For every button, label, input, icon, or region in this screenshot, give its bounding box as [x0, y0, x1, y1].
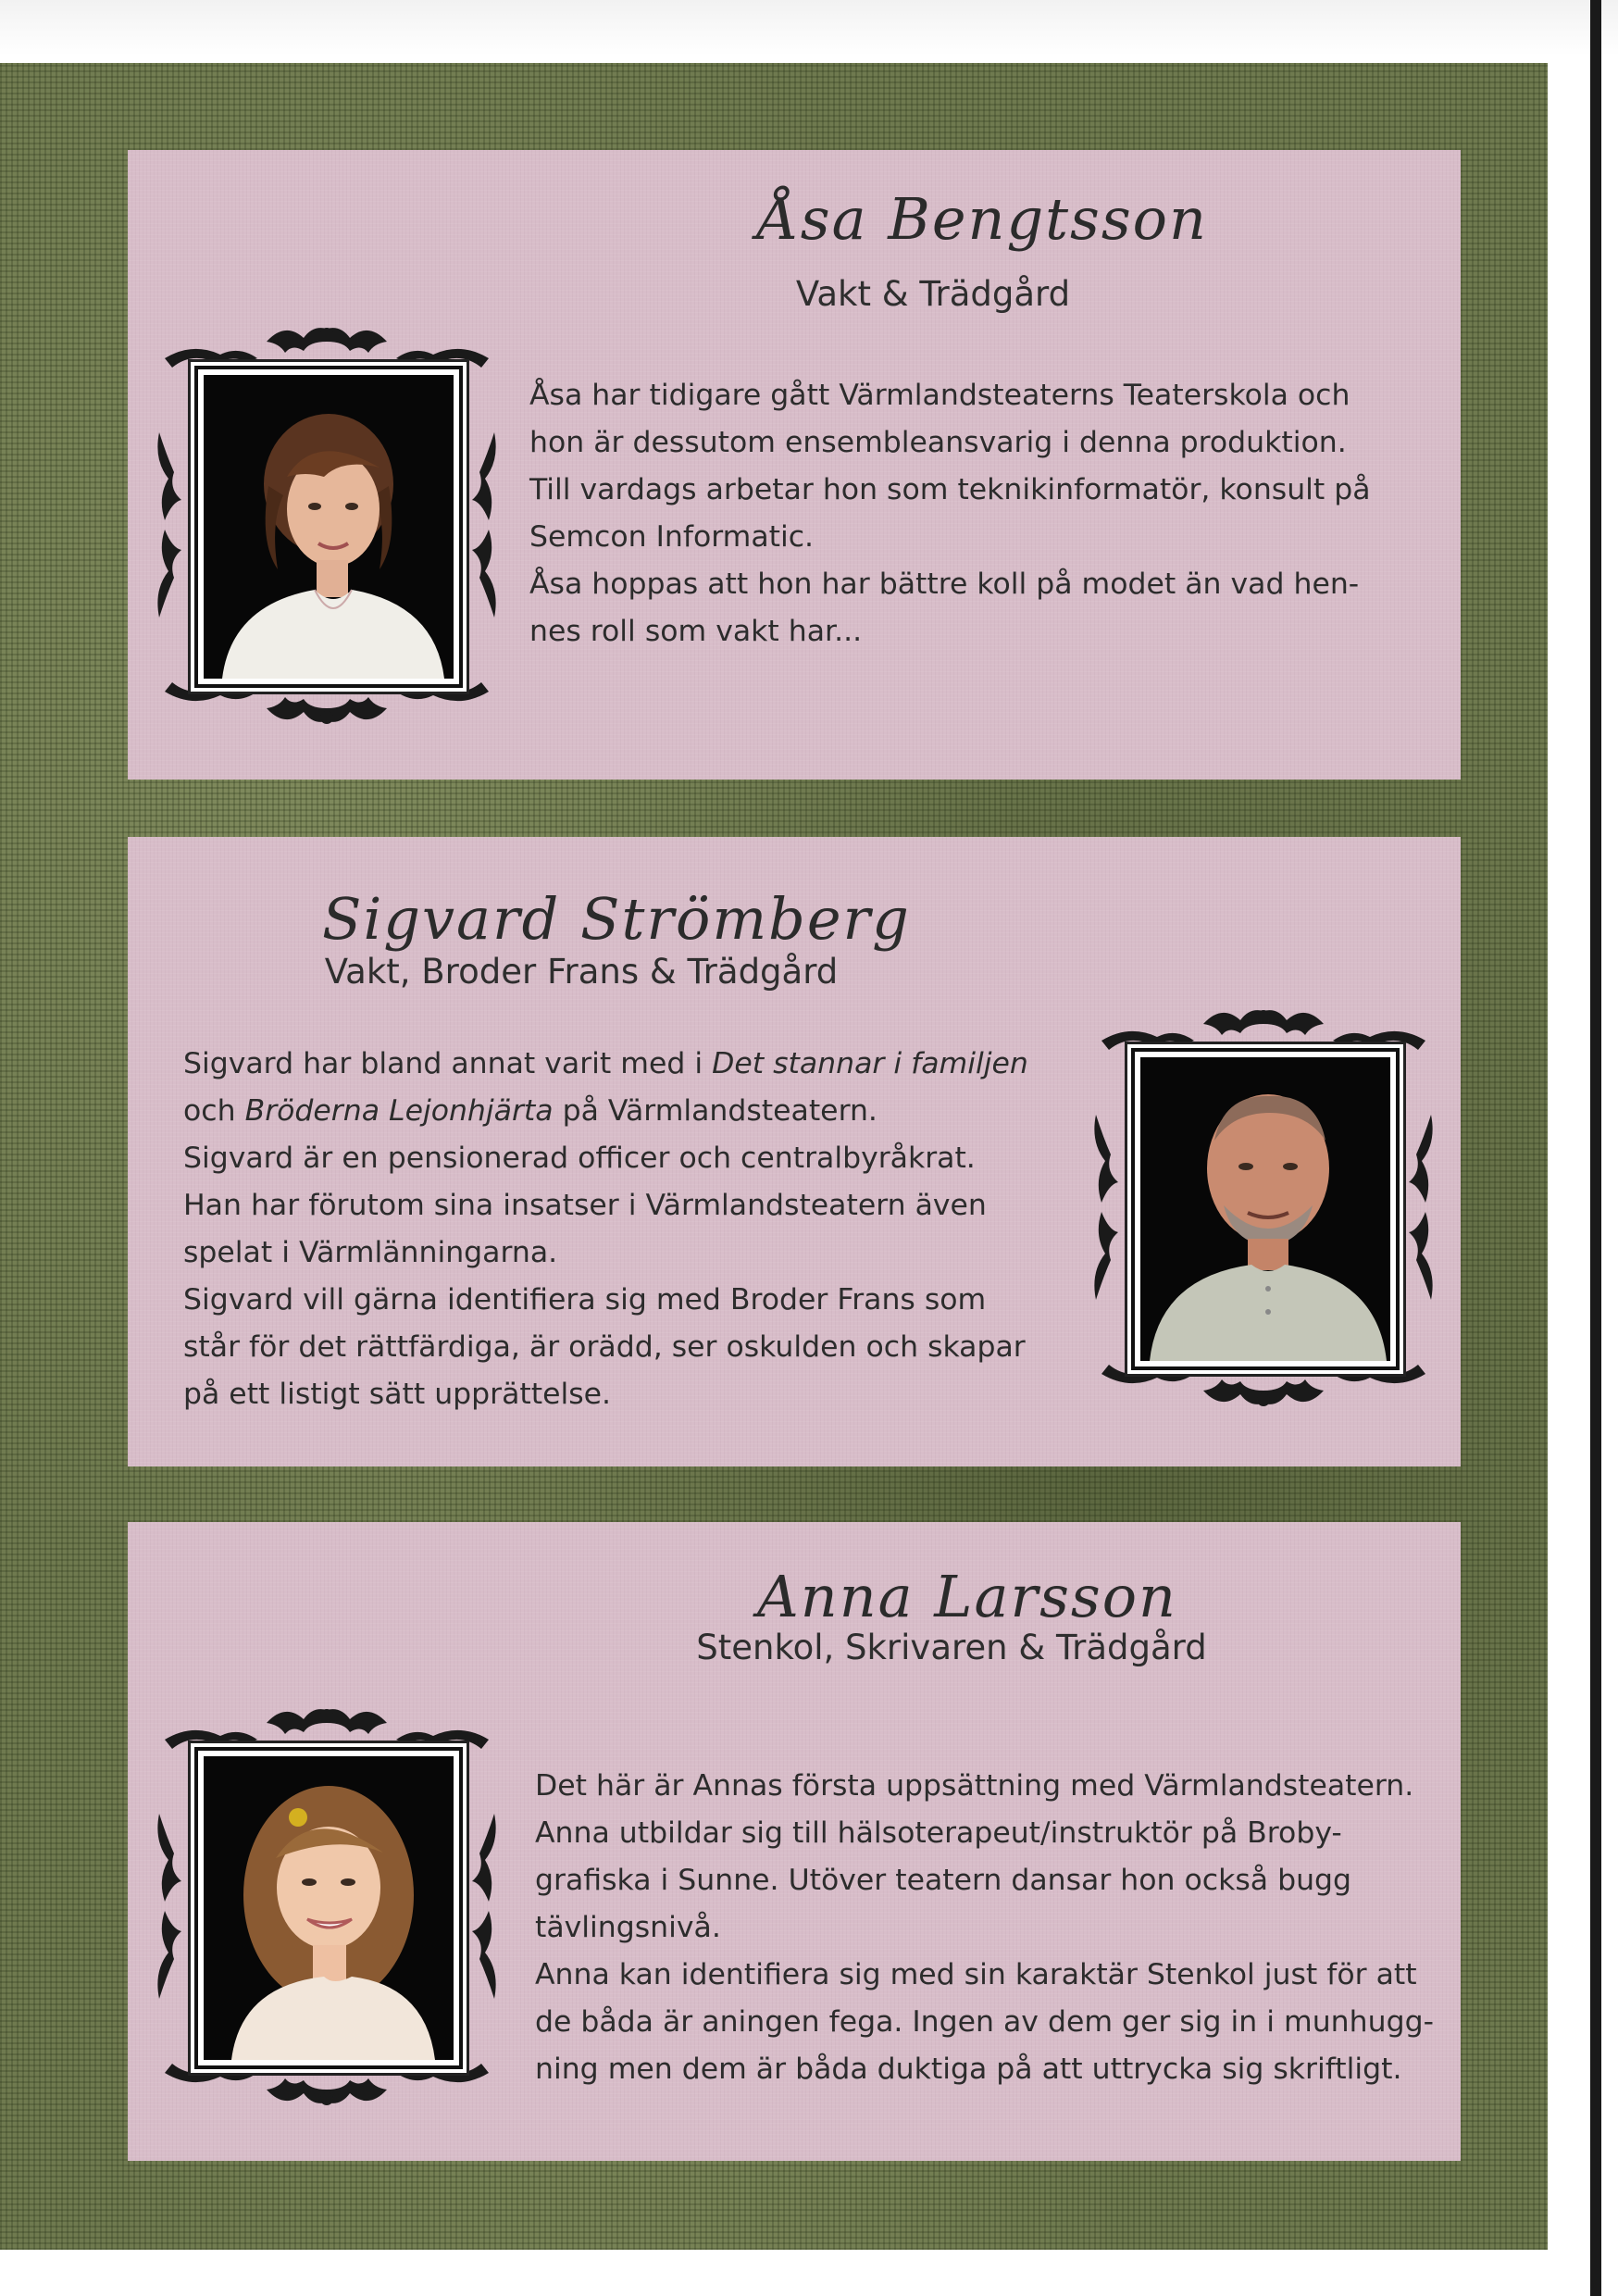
member-bio	[535, 1763, 1434, 2093]
portrait-photo-asa	[204, 375, 454, 679]
bio-line	[183, 1041, 1028, 1088]
member-role: Vakt, Broder Frans & Trädgård	[324, 952, 839, 992]
photo-mount	[1131, 1048, 1400, 1370]
member-card-2	[128, 837, 1461, 1466]
bio-line: Åsa hoppas att hon har bättre koll på modet än vad hen-	[529, 568, 1360, 601]
bio-line: spelat i Värmlänningarna.	[183, 1236, 558, 1269]
bio-line: Åsa har tidigare gått Värmlandsteaterns Teaterskola och	[529, 379, 1350, 412]
scan-top-edge	[0, 0, 1618, 56]
member-name: Sigvard Strömberg	[322, 885, 911, 953]
bio-line: på ett listigt sätt upprättelse.	[183, 1378, 612, 1411]
member-name: Åsa Bengtsson	[757, 185, 1208, 253]
bio-line: Till vardags arbetar hon som teknikinformatör, konsult på	[529, 473, 1371, 506]
photo-mount	[194, 366, 463, 688]
play-title: Bröderna Lejonhjärta	[244, 1094, 554, 1128]
portrait-frame	[1092, 1004, 1435, 1411]
bio-line: Han har förutom sina insatser i Värmlandsteatern även	[183, 1189, 987, 1222]
bio-line: står för det rättfärdiga, är orädd, ser oskulden och skapar	[183, 1330, 1026, 1364]
bio-line: Sigvard är en pensionerad officer och centralbyråkrat.	[183, 1142, 976, 1175]
bio-line: Sigvard vill gärna identifiera sig med Broder Frans som	[183, 1283, 987, 1316]
member-card-3	[128, 1522, 1461, 2161]
bio-line: nes roll som vakt har...	[529, 615, 863, 648]
member-role: Stenkol, Skrivaren & Trädgård	[696, 1628, 1207, 1667]
portrait-photo-sigvard	[1140, 1057, 1390, 1361]
bio-line: hon är dessutom ensembleansvarig i denna produktion.	[529, 426, 1347, 459]
member-name: Anna Larsson	[757, 1563, 1177, 1630]
member-bio	[529, 372, 1371, 655]
scan-right-edge	[1590, 0, 1601, 2296]
bio-text: Sigvard har bland annat varit med i	[183, 1047, 713, 1080]
bio-text: och	[183, 1094, 245, 1128]
member-bio	[183, 1041, 1028, 1418]
member-role: Vakt & Trädgård	[795, 274, 1071, 314]
bio-line: Anna utbildar sig till hälsoterapeut/instruktör på Broby-	[535, 1816, 1342, 1850]
bio-text: på Värmlandsteatern.	[553, 1094, 877, 1128]
bio-line	[183, 1088, 1028, 1135]
photo-mount	[194, 1747, 463, 2069]
bio-line: ning men dem är båda duktiga på att uttrycka sig skriftligt.	[535, 2053, 1402, 2086]
portrait-frame	[156, 321, 498, 729]
bio-line: Det här är Annas första uppsättning med Värmlandsteatern.	[535, 1769, 1414, 1803]
portrait-photo-anna	[204, 1756, 454, 2060]
bio-line: de båda är aningen fega. Ingen av dem ger sig in i munhugg-	[535, 2005, 1434, 2039]
portrait-frame	[156, 1703, 498, 2110]
bio-line: tävlingsnivå.	[535, 1911, 721, 1944]
bio-line: Anna kan identifiera sig med sin karaktär Stenkol just för att	[535, 1958, 1417, 1991]
member-card-1	[128, 150, 1461, 780]
bio-line: Semcon Informatic.	[529, 520, 815, 554]
play-title: Det stannar i familjen	[712, 1047, 1028, 1080]
bio-line: grafiska i Sunne. Utöver teatern dansar hon också bugg	[535, 1864, 1352, 1897]
